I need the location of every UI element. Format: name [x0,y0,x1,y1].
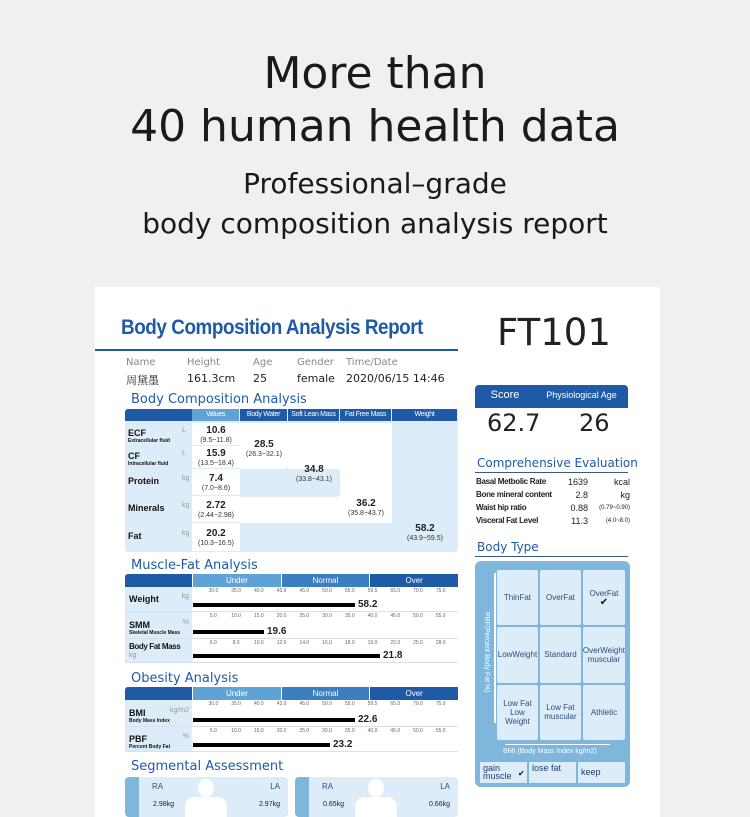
subheadline-2: body composition analysis report [142,207,608,240]
row-subname: Percent Body Fat [129,743,171,750]
eval-extra: kcal [613,477,630,487]
info-value: 25 [253,372,267,385]
scale-ticks [202,728,452,734]
cell-label: ThinFat [503,593,532,603]
title-divider [95,349,458,351]
tick: 43.9 [276,701,287,707]
band-over: Over [369,574,458,587]
cell-label: Standard [544,650,577,660]
goal-options [480,762,625,783]
bar-row-label [125,700,192,726]
ra-label: RA [322,782,334,791]
tick: 40.0 [367,728,378,734]
report-title: Body Composition Analysis Report [121,316,424,339]
bca-header: Soft Lean Mass [288,409,339,421]
body-type-cell [540,570,581,625]
tick: 70.0 [413,588,423,594]
tick: 19.0 [367,640,378,646]
tick: 65.0 [390,701,401,707]
bca-value [192,449,240,469]
segmental-title: Segmental Assessment [131,759,284,774]
subheadline-1: Professional–grade [243,167,507,200]
y-axis-arrow [494,573,496,723]
eval-name: Waist hip ratio [476,503,527,512]
tick: 75.0 [435,701,446,707]
bca-soft-lean-value [288,465,340,485]
bca-row-label [128,503,165,513]
value: 10.6 [206,424,226,436]
body-type-cell [540,685,581,740]
goal-label: lose fat [532,763,562,773]
muscle-fat-table [125,574,458,663]
evaluation-title: Comprehensive Evaluation [477,456,638,470]
info-label: Gender [297,357,334,368]
range: (13.5~18.4) [198,459,234,467]
tick: 40.0 [253,588,264,594]
row-name: Body Fat Mass [129,642,181,651]
cell-label: Low Fat muscular [544,703,577,722]
row-name: Weight [129,593,159,604]
goal-option [578,762,625,783]
age-label: Physiological Age [546,390,617,400]
bca-unit: kg [182,501,190,509]
value-bar [193,718,355,722]
tick: 10.0 [231,613,241,619]
bar-row [125,612,458,639]
value-bar [193,654,380,658]
eval-extra: kg [620,490,630,500]
band-over: Over [369,687,458,700]
range: (9.5~11.8) [200,436,232,444]
score-divider [475,406,628,408]
eval-name: Visceral Fat Level [476,516,539,525]
unit: kg [181,592,189,600]
tick: 6.0 [209,640,217,646]
tick: 25.0 [299,613,310,619]
eval-value: 1639 [567,477,588,487]
range: (26.3~32.1) [246,451,282,458]
eval-value: 0.88 [570,503,588,513]
evaluation-row [476,477,630,489]
bar-row [125,727,458,752]
body-silhouette-icon [355,797,397,817]
scale-ticks [202,701,452,707]
bca-value [192,529,240,549]
tick: 12.0 [276,640,287,646]
tick: 20.0 [276,613,287,619]
bar-row-label [125,727,192,751]
bca-header-corner [125,409,192,421]
bar-value: 21.8 [383,650,403,661]
tick: 55.0 [435,728,446,734]
body-silhouette-icon [185,797,227,817]
bca-table [125,409,458,552]
bca-unit: kg [182,529,190,537]
goal-option [529,762,576,783]
headline-2: 40 human health data [130,101,620,152]
tick: 35.0 [344,613,355,619]
tick: 35.0 [344,728,355,734]
bar-value: 23.2 [333,739,353,750]
body-type-cell [540,627,581,682]
goal-label: keep [581,767,601,777]
eval-name: Bone mineral content [476,490,552,499]
bca-value [192,474,240,494]
info-value: 161.3cm [187,372,236,385]
tick: 59.5 [367,701,378,707]
bca-header: Weight [392,409,457,421]
row-subname: Extracellular fluid [128,437,170,444]
ra-value: 2.98kg [153,801,175,808]
bar-value: 58.2 [358,599,378,610]
bar-area [192,587,458,611]
tick: 50.0 [322,588,332,594]
tick: 59.5 [367,588,378,594]
band-normal: Normal [281,574,370,587]
band-corner [125,687,192,700]
bca-value [192,501,240,521]
tick: 45.0 [390,613,401,619]
body-type-cell [497,627,538,682]
tick: 50.0 [413,728,423,734]
row-name: SMM [129,619,150,630]
tick: 14.0 [299,640,310,646]
ra-value: 0.65kg [323,801,345,808]
info-value: 2020/06/15 14:46 [346,372,445,385]
goal-label: gain muscle [483,763,512,781]
body-silhouette-icon [198,779,214,797]
body-type-cell [497,570,538,625]
scale-ticks [202,588,452,594]
value: 2.72 [206,499,226,511]
tick: 40.0 [253,701,264,707]
bca-header: Fat Free Mass [340,409,391,421]
band-under: Under [192,687,281,700]
cell-label: LowWeight [497,650,538,660]
bca-fat-free-value [340,499,392,519]
bar-row-label [125,639,192,662]
bar-value: 19.6 [267,626,287,637]
row-name: CF [128,450,140,461]
body-type-cell [583,570,625,625]
unit: kg/m2 [169,706,189,714]
value-bar [193,743,330,747]
info-label: Age [253,357,273,368]
x-axis-arrow [505,744,610,745]
eval-name: Basal Metbolic Rate [476,477,546,486]
tick: 25.0 [413,640,423,646]
tick: 15.0 [253,728,264,734]
bar-area [192,639,458,662]
value: 28.5 [254,439,274,450]
tick: 45.0 [299,701,310,707]
value: 58.2 [415,523,435,534]
tick: 40.0 [367,613,378,619]
la-value: 0.66kg [428,801,450,808]
row-subname: Skeletal Muscle Mass [129,629,181,636]
info-label: Time/Date [346,357,398,368]
value: 7.4 [209,472,223,484]
range: (43.9~59.5) [407,535,443,542]
la-label: LA [440,782,450,791]
tick: 50.0 [413,613,423,619]
la-value: 2.97kg [258,801,280,808]
score-label: Score [490,389,520,401]
segmental-box [295,777,458,817]
scale-ticks [202,613,452,619]
bca-unit: L [182,449,186,457]
tick: 22.0 [390,640,401,646]
body-silhouette-icon [368,779,384,797]
range: (35.8~43.7) [348,510,384,517]
check-icon: ✔ [518,769,525,778]
evaluation-row [476,490,630,502]
band-under: Under [192,574,281,587]
eval-extra: (0.79~0.90) [599,505,630,511]
body-type-divider [475,556,628,557]
tick: 10.0 [231,728,241,734]
eval-value: 2.8 [575,490,588,500]
tick: 50.0 [322,701,332,707]
tick: 20.0 [276,728,287,734]
bar-row [125,639,458,663]
evaluation-divider [475,472,628,473]
evaluation-row [476,503,630,515]
value-bar [193,630,264,634]
bca-header: Values [192,409,239,421]
info-value: female [297,372,335,385]
cell-label: Low Fat Low Weight [503,698,532,726]
row-subname: Body Mass Index [129,717,170,724]
score-value: 62.7 [487,409,541,437]
tick: 65.0 [390,588,401,594]
value: 34.8 [304,464,324,475]
bar-area [192,612,458,638]
row-name: Protein [128,475,160,486]
bar-row-label [125,587,192,611]
info-value: 周黛墨 [126,374,159,387]
cell-label: OverFat [545,593,575,603]
tick: 30.0 [322,613,332,619]
tick: 15.0 [253,613,264,619]
segment-tab [125,777,139,817]
bca-value [192,426,240,446]
model-name: FT101 [497,311,611,354]
unit: % [182,618,189,626]
check-icon: ✔ [599,596,609,608]
value: 15.9 [206,447,226,459]
tick: 55.0 [435,613,446,619]
info-label: Name [126,357,156,368]
tick: 10.0 [253,640,264,646]
tick: 28.0 [435,640,446,646]
tick: 45.0 [390,728,401,734]
y-axis-label: PBF(Percent Body Fat %) [483,612,490,693]
bar-area [192,700,458,726]
unit: kg [129,652,137,659]
fat-free-region [240,496,340,523]
tick: 18.0 [344,640,355,646]
bca-weight-value [392,524,458,544]
tick: 25.0 [299,728,310,734]
band-corner [125,574,192,587]
eval-extra: (4.0~8.0) [605,518,630,524]
range: (2.44~2.98) [198,511,234,519]
cell-label: OverWeight muscular [582,645,625,664]
value: 20.2 [206,527,226,539]
bca-row-label [128,531,142,541]
row-name: ECF [128,427,146,438]
cell-label: Athletic [590,707,618,717]
unit: % [182,732,189,740]
bca-row-label [128,428,170,444]
tick: 8.0 [232,640,240,646]
value-bar [193,603,355,607]
row-name: BMI [129,707,146,718]
body-type-grid [497,570,625,740]
headline-1: More than [263,48,487,99]
score-header [475,385,628,406]
band-normal: Normal [281,687,370,700]
obesity-title: Obesity Analysis [131,671,239,686]
body-type-cell [497,685,538,740]
bar-row [125,700,458,727]
range: (7.0~8.6) [201,484,231,492]
body-type-title: Body Type [477,540,539,554]
tick: 35.0 [231,701,241,707]
bar-row [125,587,458,612]
range: (33.8~43.1) [296,476,332,483]
row-name: PBF [129,733,147,744]
row-subname: Intracellular fluid [128,460,169,467]
tick: 5.0 [209,728,217,734]
tick: 55.0 [344,701,355,707]
ra-label: RA [152,782,164,791]
bca-unit: L [182,426,186,434]
tick: 30.0 [208,588,219,594]
row-name: Fat [128,530,142,541]
value: 36.2 [356,498,376,509]
body-type-cell [583,685,625,740]
tick: 5.0 [209,613,217,619]
bar-value: 22.6 [358,714,378,725]
tick: 45.0 [299,588,310,594]
cell-label: OverFat [589,588,619,598]
tick: 43.9 [276,588,287,594]
la-label: LA [270,782,280,791]
tick: 70.0 [413,701,423,707]
bca-unit: kg [182,474,190,482]
scale-ticks [202,640,452,646]
segmental-box [125,777,288,817]
muscle-fat-title: Muscle-Fat Analysis [131,558,258,573]
bca-row-label [128,451,168,467]
physiological-age-value: 26 [579,409,610,437]
bca-header: Body Water [240,409,287,421]
bca-row-label [128,476,159,486]
bar-row-label [125,612,192,638]
tick: 55.0 [344,588,355,594]
body-type-cell [583,627,625,682]
tick: 30.0 [208,701,219,707]
tick: 30.0 [322,728,332,734]
tick: 16.0 [322,640,332,646]
segment-tab [295,777,309,817]
evaluation-row [476,516,630,528]
info-label: Height [187,357,221,368]
tick: 75.0 [435,588,446,594]
range: (10.3~16.5) [198,539,234,547]
goal-option [480,762,527,783]
tick: 35.0 [231,588,241,594]
x-axis-label: BMI (Body Mass Index kg/m2) [503,748,597,755]
bar-area [192,727,458,751]
bca-title: Body Composition Analysis [131,392,307,407]
bca-body-water-value [240,440,288,460]
eval-value: 11.3 [571,516,588,526]
row-name: Minerals [128,502,165,513]
obesity-table [125,687,458,752]
